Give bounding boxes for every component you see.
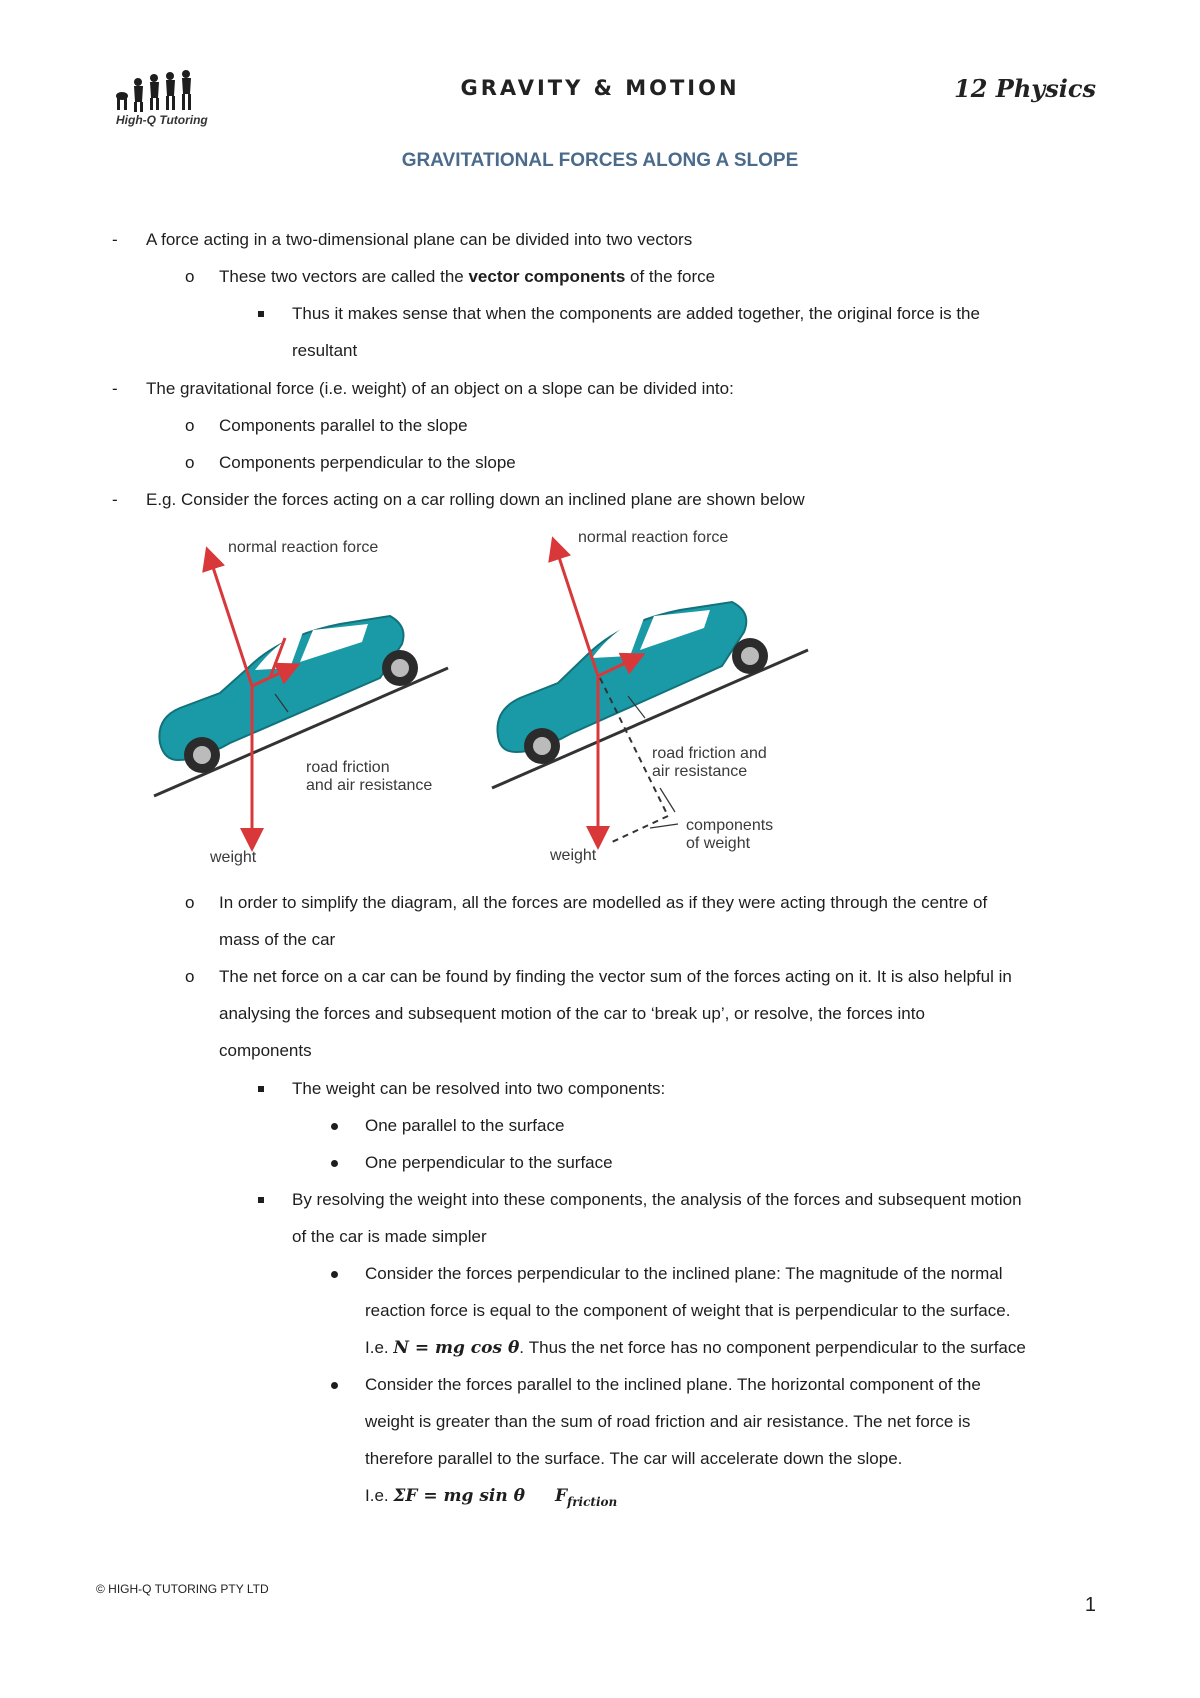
bullet-text: One parallel to the surface: [365, 1116, 565, 1135]
bullet-text: E.g. Consider the forces acting on a car rolling down an inclined plane are shown below: [146, 490, 805, 509]
circle-marker: o: [185, 453, 195, 472]
footer-copyright: © HIGH-Q TUTORING PTY LTD: [96, 1582, 269, 1596]
bullet-text: analysing the forces and subsequent motion of the car to ‘break up’, or resolve, the forces into: [219, 1004, 925, 1023]
bullet-text: therefore parallel to the surface. The car will accelerate down the slope.: [365, 1449, 903, 1468]
dot-marker: [331, 1123, 338, 1130]
left-friction-label: road friction: [306, 759, 390, 776]
dash-marker: -: [112, 379, 118, 398]
bullet-text: components: [219, 1041, 312, 1060]
bullet-text: The weight can be resolved into two components:: [292, 1079, 666, 1098]
dot-marker: [331, 1382, 338, 1389]
bullet-text: Consider the forces parallel to the inclined plane. The horizontal component of the: [365, 1375, 981, 1394]
left-friction-label: and air resistance: [306, 777, 433, 794]
bullet-text: The net force on a car can be found by finding the vector sum of the forces acting on it. It is also helpful in: [219, 967, 1012, 986]
bullet-text: resultant: [292, 341, 358, 360]
left-diagram: [154, 539, 448, 866]
bullet-text: These two vectors are called the vector components of the force: [219, 267, 716, 286]
left-weight-label: weight: [210, 849, 257, 866]
bullet-text: Components parallel to the slope: [219, 416, 468, 435]
right-friction-label: road friction and: [652, 745, 767, 762]
bullet-text: Consider the forces perpendicular to the inclined plane: The magnitude of the normal: [365, 1264, 1003, 1283]
bold-term: vector components: [468, 267, 626, 286]
left-normal-force-arrow: [208, 552, 252, 686]
right-friction-label: air resistance: [652, 763, 748, 780]
bullet-text: weight is greater than the sum of road friction and air resistance. The net force is: [365, 1412, 971, 1431]
header-title: GRAVITY & MOTION: [460, 76, 740, 100]
right-diagram: [492, 529, 808, 864]
bullet-text: reaction force is equal to the component of weight that is perpendicular to the surface.: [365, 1301, 1011, 1320]
right-components-label: components: [686, 817, 774, 834]
right-components-label: of weight: [686, 835, 751, 852]
left-normal-label: normal reaction force: [228, 539, 379, 556]
right-normal-label: normal reaction force: [578, 529, 729, 546]
header-subject: 12 Physics: [954, 74, 1096, 103]
circle-marker: o: [185, 893, 195, 912]
bullet-text: A force acting in a two-dimensional plane can be divided into two vectors: [146, 230, 693, 249]
bullet-text: One perpendicular to the surface: [365, 1153, 613, 1172]
dot-marker: [331, 1271, 338, 1278]
square-marker: [258, 311, 264, 317]
dash-marker: -: [112, 230, 118, 249]
bullet-text: I.e. ΣF = mg sin θ $F_{friction}$: [365, 1486, 618, 1509]
bullet-text: By resolving the weight into these components, the analysis of the forces and subsequent motion: [292, 1190, 1022, 1209]
logo-text: High-Q Tutoring: [116, 113, 208, 127]
bullet-text: I.e. N = mg cos θ. Thus the net force has no component perpendicular to the surface: [365, 1338, 1026, 1358]
right-parallel-component: [612, 816, 668, 842]
page-number: 1: [1084, 1594, 1096, 1616]
bullet-text: Thus it makes sense that when the components are added together, the original force is the: [292, 304, 980, 323]
equation-normal: N = mg cos θ: [393, 1338, 520, 1358]
right-car-body: [497, 602, 746, 752]
square-marker: [258, 1086, 264, 1092]
equation-friction: $F_{friction}$: [554, 1486, 618, 1509]
bullet-text: In order to simplify the diagram, all the forces are modelled as if they were acting through the centre of: [219, 893, 988, 912]
right-weight-label: weight: [550, 847, 597, 864]
bullet-text: of the car is made simpler: [292, 1227, 487, 1246]
bullet-text: mass of the car: [219, 930, 336, 949]
dot-marker: [331, 1160, 338, 1167]
car-slope-diagram: [140, 528, 840, 873]
circle-marker: o: [185, 267, 195, 286]
circle-marker: o: [185, 416, 195, 435]
square-marker: [258, 1197, 264, 1203]
right-leader-line: [660, 788, 675, 812]
equation-net-force: ΣF = mg sin θ: [393, 1486, 525, 1506]
bullet-text: The gravitational force (i.e. weight) of an object on a slope can be divided into:: [146, 379, 734, 398]
dash-marker: -: [112, 490, 118, 509]
circle-marker: o: [185, 967, 195, 986]
right-normal-force-arrow: [554, 542, 598, 676]
page-title: GRAVITATIONAL FORCES ALONG A SLOPE: [401, 150, 799, 171]
right-leader-line: [650, 824, 678, 828]
bullet-text: Components perpendicular to the slope: [219, 453, 516, 472]
